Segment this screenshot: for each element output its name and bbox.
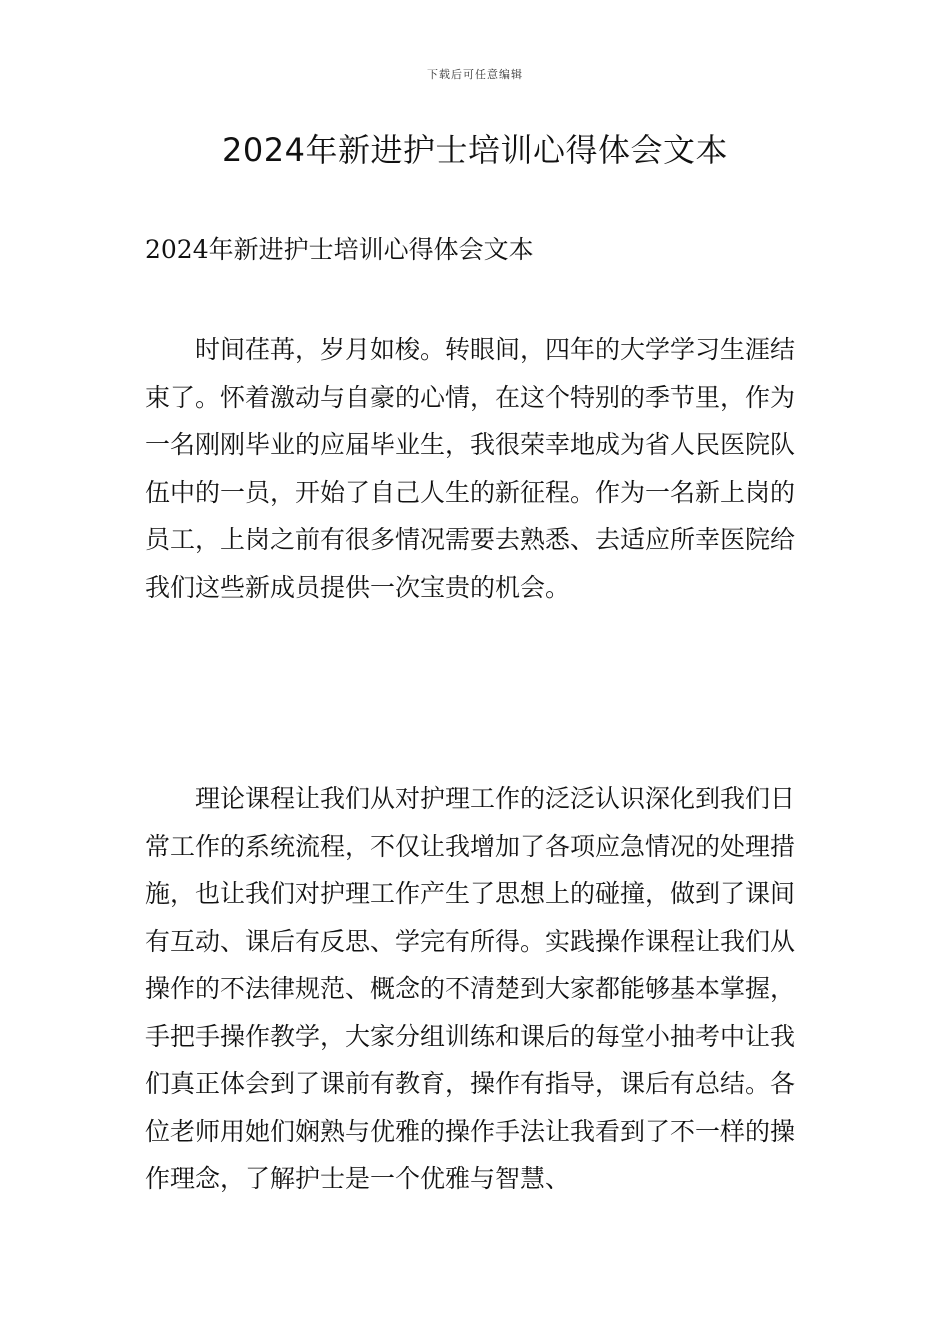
header-note: 下载后可任意编辑 [427,68,523,81]
paragraph-2: 理论课程让我们从对护理工作的泛泛认识深化到我们日常工作的系统流程，不仅让我增加了各项应急情况的处理措施，也让我们对护理工作产生了思想上的碰撞，做到了课间有互动、课后有反思、学完有所得。实践操作课程让我们从操作的不法律规范、概念的不清楚到大家都能够基本掌握，手把手操作教学，大家分组训练和课后的每堂小抽考中让我们真正体会到了课前有教育，操作有指导，课后有总结。各位老师用她们娴熟与优雅的操作手法让我看到了不一样的操作理念，了解护士是一个优雅与智慧、 [145,784,796,1193]
document-subtitle: 2024年新进护士培训心得体会文本 [145,235,534,264]
paragraph-1: 时间荏苒，岁月如梭。转眼间，四年的大学学习生涯结束了。怀着激动与自豪的心情，在这个特别的季节里，作为一名刚刚毕业的应届毕业生，我很荣幸地成为省人民医院队伍中的一员，开始了自己人生的新征程。作为一名新上岗的员工，上岗之前有很多情况需要去熟悉、去适应所幸医院给我们这些新成员提供一次宝贵的机会。 [145,335,796,602]
document-title: 2024年新进护士培训心得体会文本 [222,131,728,169]
